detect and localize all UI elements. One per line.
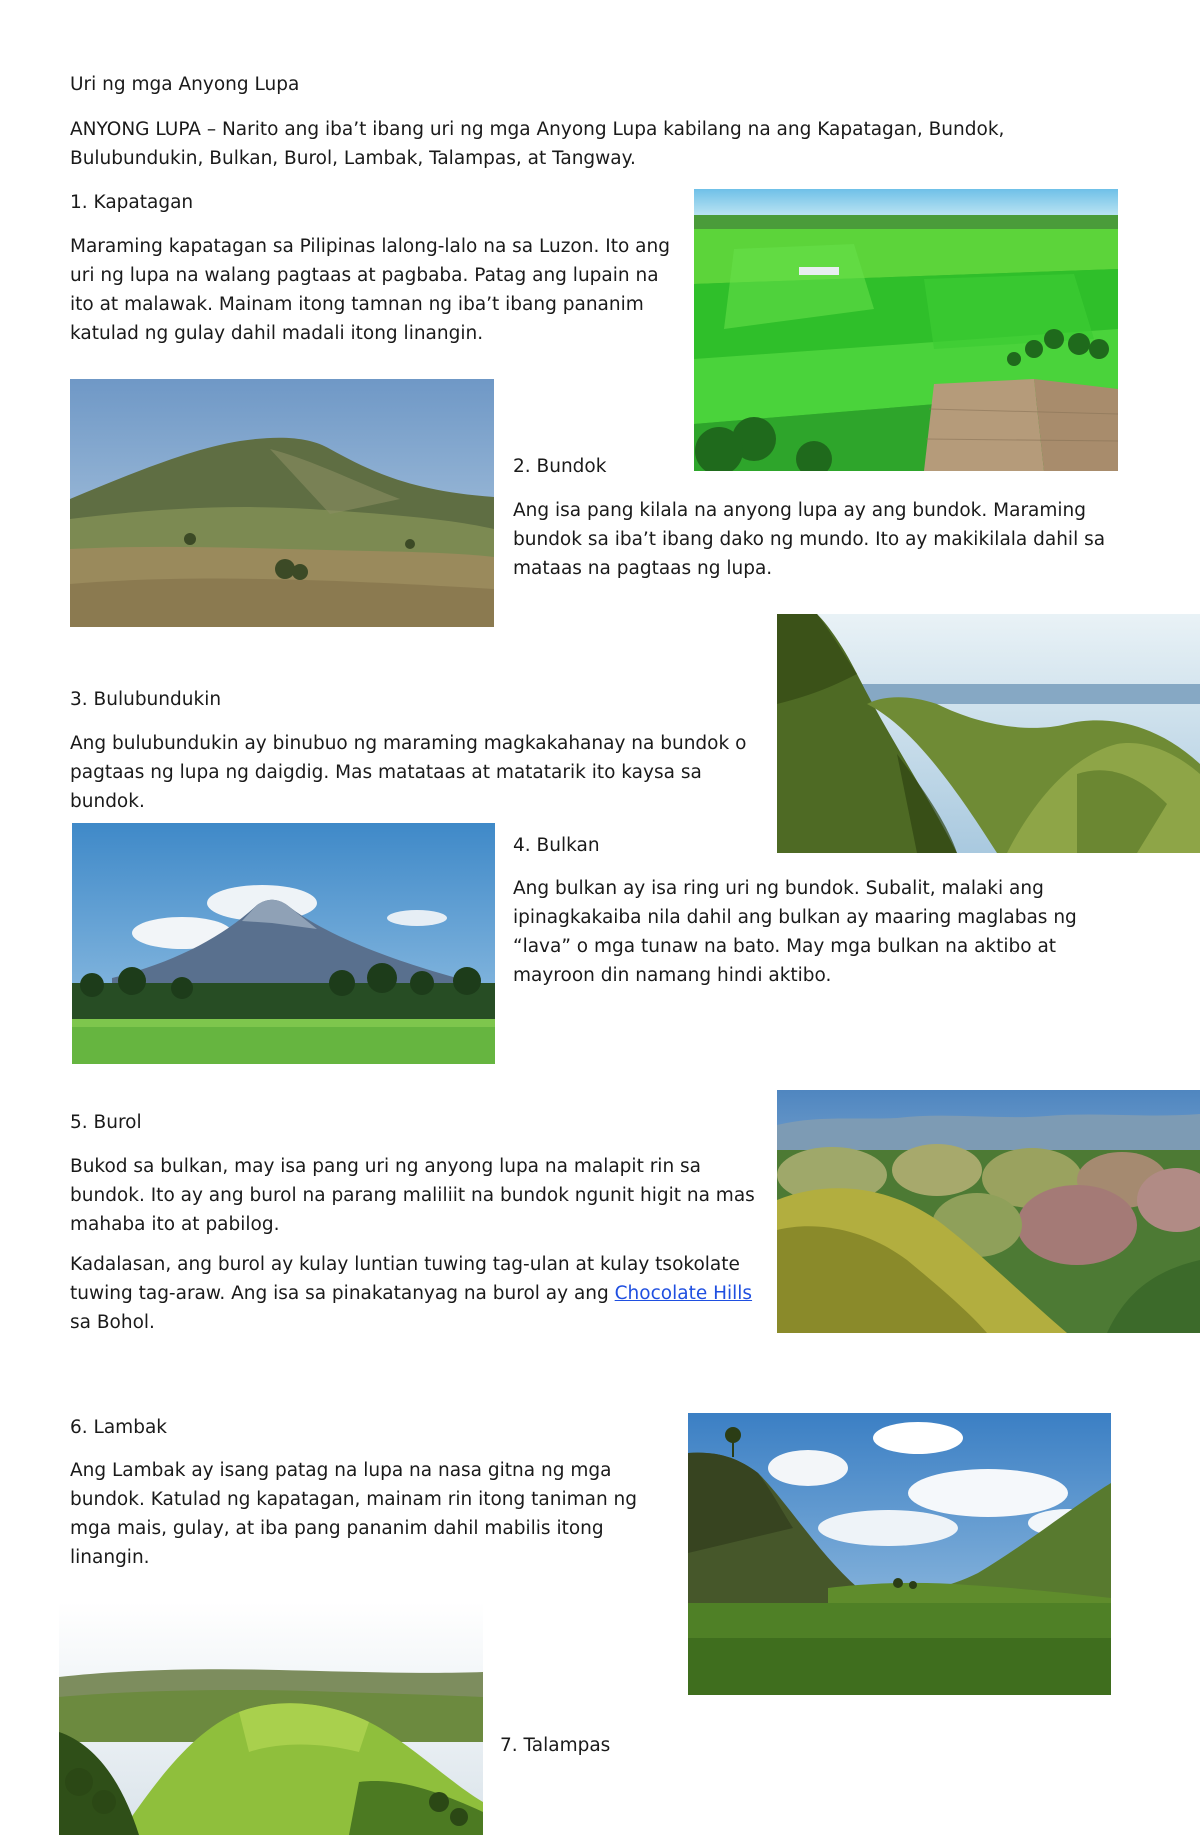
burol-text-after-link: sa Bohol.	[70, 1312, 155, 1333]
photo-volcano	[72, 823, 495, 1064]
photo-mountain	[70, 379, 494, 627]
section-heading-talampas: 7. Talampas	[500, 1735, 611, 1756]
section-paragraph-burol-2	[70, 1250, 770, 1337]
section-paragraph-kapatagan: Maraming kapatagan sa Pilipinas lalong-lalo na sa Luzon. Ito ang uri ng lupa na walang pagtaas at pagbaba. Patag ang lupain na ito at malawak. Mainam itong tamnan ng iba’t ibang pananim katulad ng gulay dahil madali itong linangin.	[70, 236, 670, 344]
document-title: Uri ng mga Anyong Lupa	[70, 74, 300, 95]
section-paragraph-lambak: Ang Lambak ay isang patag na lupa na nasa gitna ng mga bundok. Katulad ng kapatagan, mainam rin itong taniman ng mga mais, gulay, at iba pang pananim dahil mabilis itong linangin.	[70, 1460, 638, 1568]
photo-rice-fields	[694, 189, 1118, 471]
section-heading-kapatagan: 1. Kapatagan	[70, 192, 194, 213]
section-paragraph-burol: Bukod sa bulkan, may isa pang uri ng anyong lupa na malapit rin sa bundok. Ito ay ang burol na parang maliliit na bundok ngunit higit na mas mahaba ito at pabilog.	[70, 1156, 755, 1235]
section-paragraph-bundok: Ang isa pang kilala na anyong lupa ay ang bundok. Maraming bundok sa iba’t ibang dako ng mundo. Ito ay makikilala dahil sa mataas na pagtaas ng lupa.	[513, 500, 1106, 579]
section-paragraph-bulubundukin: Ang bulubundukin ay binubuo ng maraming magkakahanay na bundok o pagtaas ng lupa ng daigdig. Mas matataas at matatarik ito kaysa sa bundok.	[70, 733, 747, 812]
intro-paragraph: ANYONG LUPA – Narito ang iba’t ibang uri ng mga Anyong Lupa kabilang na ang Kapatagan, Bundok, Bulubundukin, Bulkan, Burol, Lambak, Talampas, at Tangway.	[70, 119, 1005, 169]
photo-valley	[688, 1413, 1111, 1695]
burol-text-before-link: Kadalasan, ang burol ay kulay luntian tuwing tag-ulan at kulay tsokolate tuwing tag-araw. Ang isa sa pinakatanyag na burol ay ang	[70, 1254, 740, 1304]
section-heading-burol: 5. Burol	[70, 1112, 142, 1133]
section-paragraph-bulkan: Ang bulkan ay isa ring uri ng bundok. Subalit, malaki ang ipinagkakaiba nila dahil ang bulkan ay maaring maglabas ng “lava” o mga tunaw na bato. May mga bulkan na aktibo at mayroon din namang hindi aktibo.	[513, 878, 1077, 986]
photo-mountain-range	[777, 614, 1200, 853]
photo-chocolate-hills	[777, 1090, 1200, 1333]
section-heading-lambak: 6. Lambak	[70, 1417, 167, 1438]
section-heading-bulubundukin: 3. Bulubundukin	[70, 689, 222, 710]
photo-plateau	[59, 1602, 483, 1835]
section-heading-bulkan: 4. Bulkan	[513, 835, 600, 856]
section-heading-bundok: 2. Bundok	[513, 456, 607, 477]
chocolate-hills-link[interactable]: Chocolate Hills	[614, 1283, 753, 1304]
